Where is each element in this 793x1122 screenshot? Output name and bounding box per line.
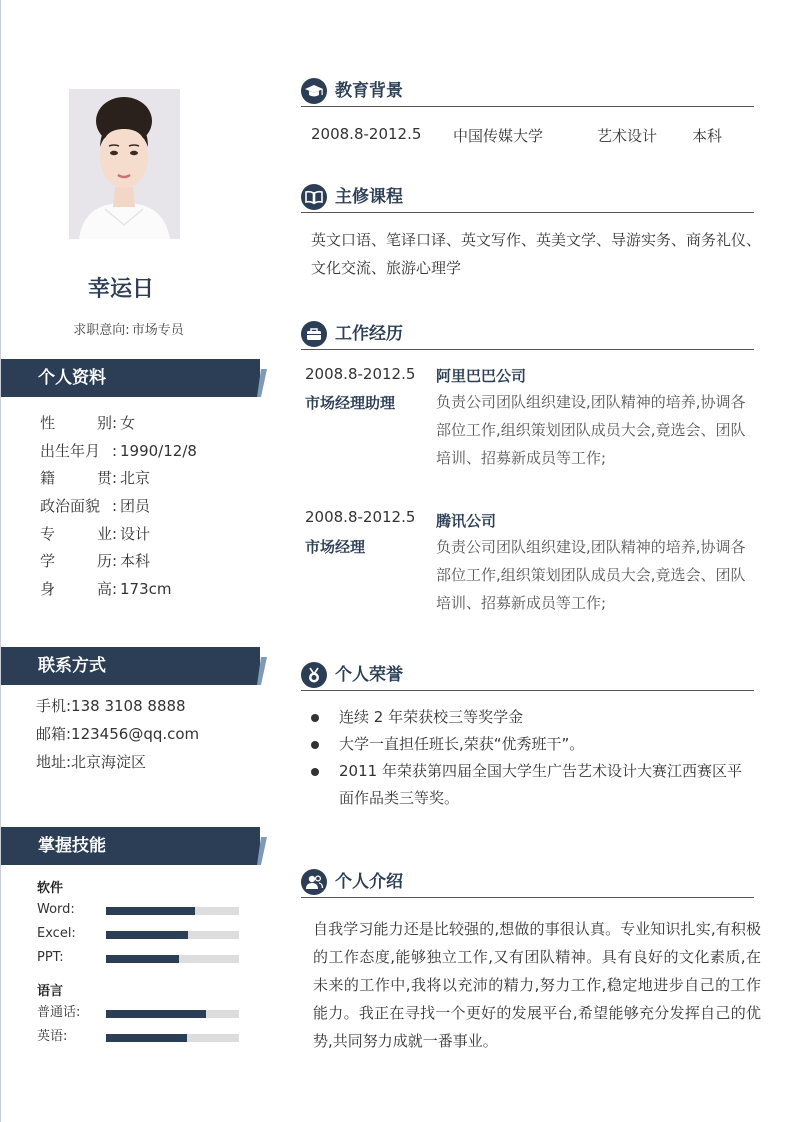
info-key: 身 高 [40,580,112,599]
info-row-political: 政治面貌 : 团员 [40,493,197,521]
skill-row-english [37,1027,247,1047]
info-key: 学 历 [40,552,112,571]
intro-text: 自我学习能力还是比较强的,想做的事很认真。专业知识扎实,有积极的工作态度,能够独立工作,又有团队精神。具有良好的文化素质,在未来的工作中,我将以充沛的精力,努力工作,稳定地进步自己的工作能力。我正在寻找一个更好的发展平台,希望能够充分发挥自己的优势,共同努力成就一番事业。 [313,920,761,1050]
honor-item: 连续 2 年荣获校三等奖学金 [311,704,761,731]
skill-label: Word: [37,902,75,917]
info-value: 北京 [120,469,151,488]
profile-photo [69,89,180,239]
skill-bar-fill [106,1034,187,1042]
skill-bar-fill [106,955,179,963]
personal-info-list [40,410,197,604]
personal-info-header [1,359,263,397]
info-value: 1990/12/8 [120,441,197,460]
intro-header [301,868,754,898]
skill-bar-track [106,1010,239,1018]
info-value: 173cm [120,580,172,599]
education-school: 中国传媒大学 [453,127,544,145]
skill-bar-fill [106,907,195,915]
honors-title: 个人荣誉 [335,665,403,685]
skill-label: 普通话: [37,1005,81,1020]
contact-header [1,647,263,685]
open-book-icon [301,184,327,210]
skill-label: PPT: [37,950,64,965]
bullet-icon [311,741,319,749]
info-value: 设计 [120,524,151,543]
work-title: 工作经历 [335,324,403,344]
intro-title: 个人介绍 [335,872,403,892]
courses-header [301,183,754,213]
contact-address: 地址:北京海淀区 [36,753,147,771]
software-title: 软件 [37,881,64,896]
info-value: 本科 [120,552,151,571]
info-row-birth: 出生年月 : 1990/12/8 [40,438,197,466]
education-degree: 本科 [692,127,723,145]
personal-info-title: 个人资料 [38,368,106,388]
skill-label: Excel: [37,926,76,941]
info-row-major: 专 业 : 设计 [40,521,197,549]
skill-row-mandarin [37,1003,247,1023]
info-value: 团员 [120,497,151,516]
education-period: 2008.8-2012.5 [311,125,422,143]
info-key: 政治面貌 [40,497,101,516]
skills-title: 掌握技能 [38,836,106,856]
education-major: 艺术设计 [597,127,658,145]
job-intent-label: 求职意向: [73,323,130,338]
honor-item: 2011 年荣获第四届全国大学生广告艺术设计大赛江西赛区平 面作品类三等奖。 [311,758,761,812]
contact-email: 邮箱:123456@qq.com [36,725,200,743]
job-role: 市场经理 [305,538,366,556]
honors-header [301,661,754,691]
bullet-icon [311,768,319,776]
contact-list [36,692,199,776]
info-row-gender: 性 别 : 女 [40,410,197,438]
info-key: 出生年月 [40,441,101,460]
job-period: 2008.8-2012.5 [305,508,416,526]
skills-header [1,827,263,865]
graduation-cap-icon [301,78,327,104]
work-header [301,320,754,350]
education-title: 教育背景 [335,81,403,101]
job-description: 负责公司团队组织建设,团队精神的培养,协调各部位工作,组织策划团队成员大会,竟选会、团队培训、招募新成员等工作; [436,538,746,612]
honor-item: 大学一直担任班长,荣获“优秀班干”。 [311,731,761,758]
info-row-height: 身 高 : 173cm [40,576,197,604]
contact-title: 联系方式 [38,656,106,676]
bullet-icon [311,714,319,722]
job-company: 阿里巴巴公司 [436,367,527,385]
language-title: 语言 [37,984,64,999]
skill-bar-track [106,931,239,939]
job-description: 负责公司团队组织建设,团队精神的培养,协调各部位工作,组织策划团队成员大会,竟选会、团队培训、招募新成员等工作; [436,393,746,467]
skill-row-excel [37,924,247,944]
job-role: 市场经理助理 [305,394,396,412]
info-key: 性 别 [40,414,112,432]
skill-row-ppt [37,948,247,968]
skill-bar-fill [106,931,188,939]
info-value: 女 [120,414,136,432]
skill-row-word [37,900,247,920]
contact-phone: 手机:138 3108 8888 [36,697,186,715]
job-intent-value: 市场专员 [131,323,184,338]
info-row-degree: 学 历 : 本科 [40,548,197,576]
skill-bar-track [106,955,239,963]
job-company: 腾讯公司 [436,512,497,530]
info-row-hometown: 籍 贯 : 北京 [40,465,197,493]
info-key: 籍 贯 [40,469,112,488]
courses-title: 主修课程 [335,187,403,207]
education-header [301,77,754,107]
skill-bar-track [106,907,239,915]
honors-list [311,704,761,812]
courses-text: 英文口语、笔译口译、英文写作、英美文学、导游实务、商务礼仪、文化交流、旅游心理学 [311,231,762,277]
people-icon [301,869,327,895]
job-intent [1,319,254,338]
skill-bar-fill [106,1010,206,1018]
briefcase-icon [301,321,327,347]
info-key: 专 业 [40,524,112,543]
medal-icon [301,662,327,688]
skill-bar-track [106,1034,239,1042]
profile-name: 幸运日 [87,277,154,302]
skill-label: 英语: [37,1029,68,1044]
job-period: 2008.8-2012.5 [305,365,416,383]
